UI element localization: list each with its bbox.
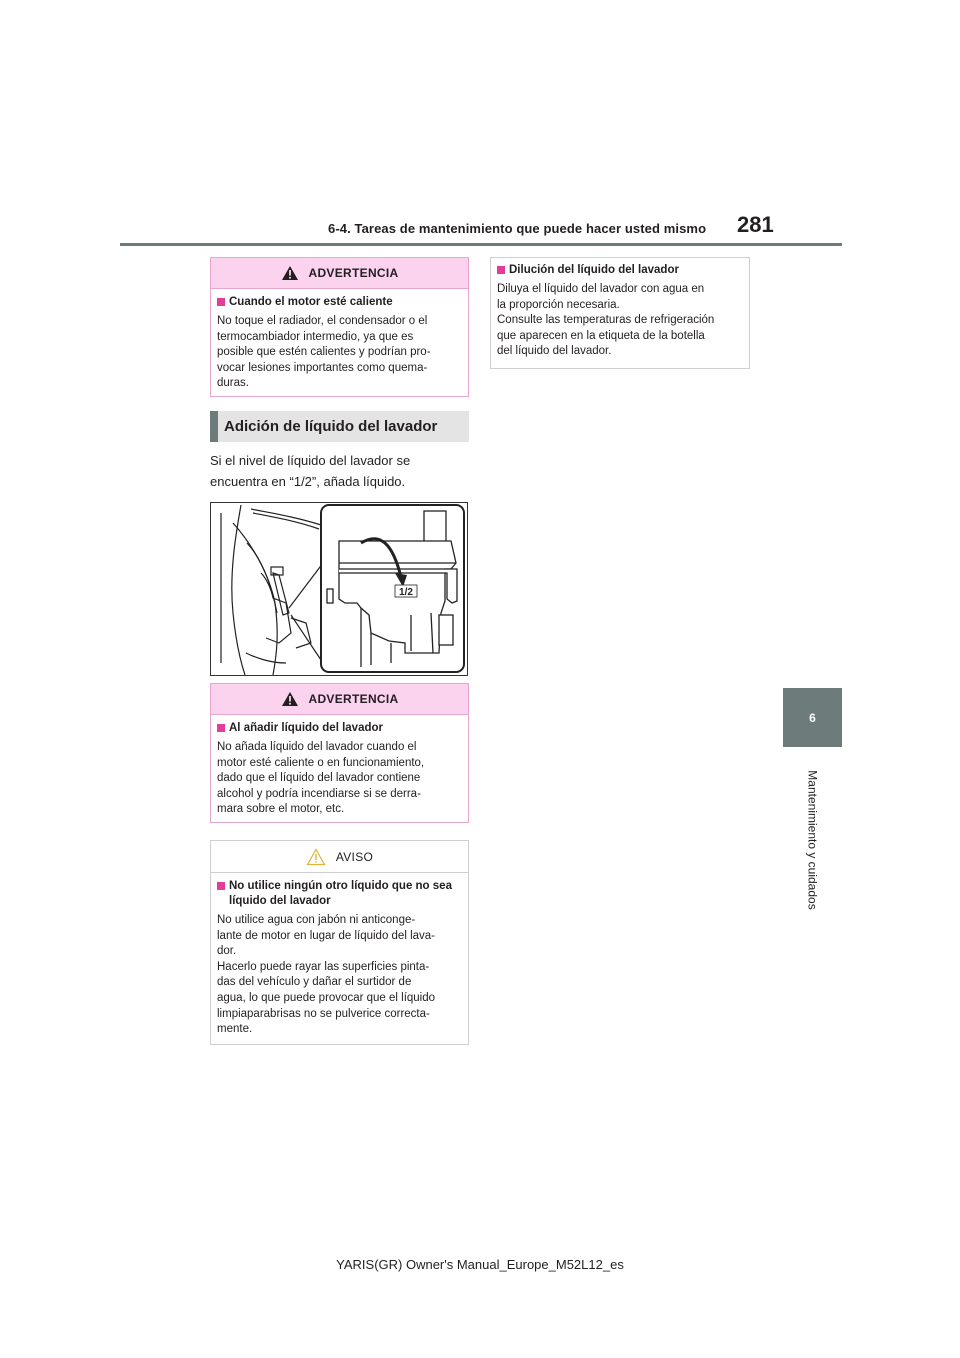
warning-subheading	[217, 721, 462, 736]
warning-box-adding-fluid	[210, 683, 469, 823]
washer-reservoir-drawing	[211, 503, 467, 675]
washer-reservoir-illustration	[210, 502, 468, 676]
notice-header	[211, 841, 468, 873]
header-rule	[120, 243, 842, 246]
section-header: 6-4. Tareas de mantenimiento que puede hacer usted mismo	[328, 221, 707, 236]
footer-manual-id: YARIS(GR) Owner's Manual_Europe_M52L12_es	[336, 1257, 624, 1272]
info-text: Diluya el líquido del lavador con agua en la proporción necesaria. Consulte las temperaturas de refrigeración que aparecen en la etiqueta de la botella del líquido del lavador.	[497, 283, 715, 358]
section-title-bar	[210, 411, 218, 442]
warning-triangle-icon	[281, 265, 299, 281]
warning-triangle-icon	[281, 691, 299, 707]
notice-subheading	[217, 879, 462, 909]
square-bullet-icon	[217, 882, 225, 890]
page-number: 281	[737, 212, 774, 237]
warning-header	[211, 684, 468, 715]
notice-subheading-text: No utilice ningún otro líquido que no sea líquido del lavador	[229, 880, 452, 907]
notice-heading: AVISO	[335, 849, 374, 864]
notice-text: No utilice agua con jabón ni anticonge- lante de motor en lugar de líquido del lava- dor. Hacerlo puede rayar las superficies pinta- das del vehículo y dañar el surtidor de agua, lo que puede provocar que el líquido limpiaparabrisas no se pulverice correcta- mente.	[217, 914, 436, 1036]
caution-triangle-icon	[306, 848, 326, 866]
chapter-tab-label	[776, 760, 849, 920]
square-bullet-icon	[217, 298, 225, 306]
warning-heading: ADVERTENCIA	[308, 692, 399, 706]
warning-subheading-text: Cuando el motor esté caliente	[229, 296, 393, 308]
square-bullet-icon	[217, 724, 225, 732]
info-subheading-text: Dilución del líquido del lavador	[509, 264, 679, 276]
section-title	[210, 411, 469, 442]
chapter-tab: 6	[783, 688, 842, 747]
warning-header	[211, 258, 468, 289]
info-box-dilution	[490, 257, 750, 369]
level-mark-label: 1/2	[399, 587, 413, 598]
warning-text: No toque el radiador, el condensador o el termocambiador intermedio, ya que es posible que estén calientes y podrían pro- vocar lesiones importantes como quema- duras.	[217, 315, 431, 390]
section-title-text: Adición de líquido del lavador	[224, 418, 438, 435]
chapter-tab-label-text: Mantenimiento y cuidados	[805, 770, 820, 910]
warning-text: No añada líquido del lavador cuando el motor esté caliente o en funcionamiento, dado que el líquido del lavador contiene alcohol y podría incendiarse si se derra- mara sobre el motor, etc.	[217, 741, 425, 816]
info-subheading	[497, 263, 743, 278]
section-body-text: Si el nivel de líquido del lavador se encuentra en “1/2”, añada líquido.	[210, 453, 411, 489]
notice-box	[210, 840, 469, 1045]
square-bullet-icon	[497, 266, 505, 274]
warning-heading: ADVERTENCIA	[308, 266, 399, 280]
warning-subheading	[217, 295, 462, 310]
warning-subheading-text: Al añadir líquido del lavador	[229, 722, 383, 734]
warning-box-hot-engine	[210, 257, 469, 397]
